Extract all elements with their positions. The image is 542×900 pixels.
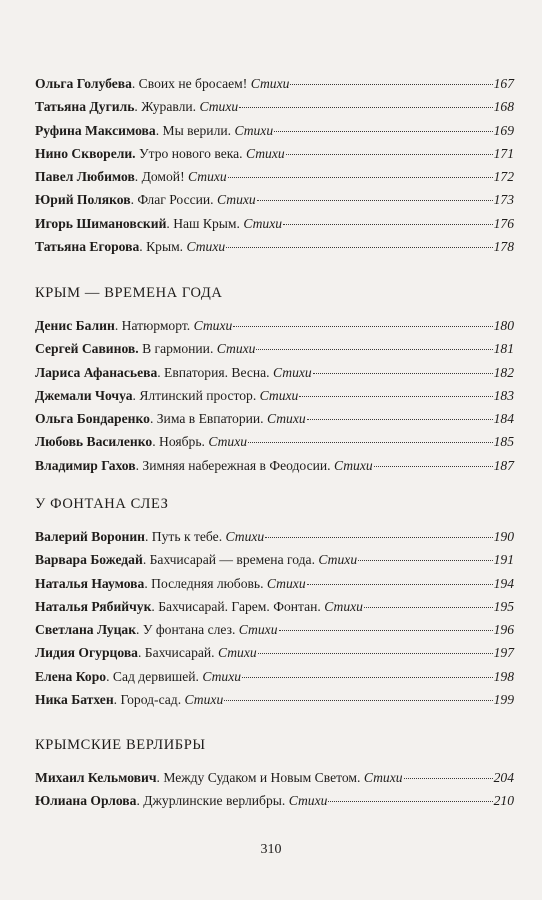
toc-entry <box>35 665 514 688</box>
page-number: 310 <box>260 842 282 857</box>
toc-section-crimean-verlibre <box>35 736 514 813</box>
toc-section-crimea-seasons <box>35 284 514 477</box>
entry-genre: Стихи <box>186 239 226 255</box>
entry-genre: Стихи <box>266 575 306 591</box>
dot-leader <box>257 200 493 201</box>
entry-page-number: 194 <box>493 575 514 591</box>
entry-page-number: 190 <box>493 529 514 544</box>
entry-author: Игорь Шимановский <box>35 215 167 231</box>
toc-entry <box>35 688 514 711</box>
toc-entries <box>35 766 514 813</box>
entry-page-number: 180 <box>493 318 514 333</box>
toc-entry <box>35 142 514 165</box>
dot-leader <box>328 801 492 802</box>
toc-entry <box>35 789 514 812</box>
entry-separator: . <box>134 99 142 115</box>
entry-separator: . <box>136 622 143 638</box>
entry-page-number: 187 <box>493 457 514 473</box>
entry-genre: Стихи <box>243 215 283 231</box>
dot-leader <box>313 373 493 374</box>
toc-entries <box>35 525 514 711</box>
entry-page-number: 178 <box>493 239 514 255</box>
toc-entry <box>35 525 514 548</box>
entry-page-number: 210 <box>493 793 514 809</box>
dot-leader <box>286 154 493 155</box>
toc-section-continued <box>35 72 514 258</box>
entry-author: Наталья Наумова <box>35 575 145 591</box>
entry-title: У фонтана слез. <box>142 622 236 638</box>
toc-entry <box>35 595 514 618</box>
entry-author: Джемали Чочуа <box>35 387 133 403</box>
dot-leader <box>283 224 493 225</box>
entry-page-number: 182 <box>493 364 514 380</box>
toc-section-fountain-of-tears <box>35 495 514 711</box>
entry-separator: . <box>136 793 144 809</box>
entry-author: Ольга Голубева <box>35 76 132 91</box>
section-title: У ФОНТАНА СЛЕЗ <box>35 496 169 512</box>
entry-genre: Стихи <box>245 145 285 161</box>
entry-separator: . <box>139 239 147 255</box>
entry-genre: Стихи <box>266 411 306 427</box>
entry-title: Наш Крым. <box>173 215 240 231</box>
entry-genre: Стихи <box>225 529 265 544</box>
entry-title: Путь к тебе. <box>151 529 223 544</box>
entry-title: Утро нового века. <box>139 145 243 161</box>
entry-author: Лариса Афанасьева <box>35 364 158 380</box>
toc-entry <box>35 454 514 477</box>
dot-leader <box>258 653 493 654</box>
entry-author: Юлиана Орлова <box>35 793 137 809</box>
entry-genre: Стихи <box>288 793 328 809</box>
entry-genre: Стихи <box>234 122 274 138</box>
entry-genre: Стихи <box>363 770 403 785</box>
entry-page-number: 191 <box>493 552 514 568</box>
entry-genre: Стихи <box>324 598 363 614</box>
entry-title: Зима в Евпатории. <box>156 411 264 427</box>
entry-title: Крым. <box>146 239 184 255</box>
entry-title: Зимняя набережная в Феодосии. <box>142 457 331 473</box>
entry-separator: . <box>152 434 159 450</box>
entry-title: Домой! <box>141 169 185 185</box>
entry-genre: Стихи <box>208 434 248 450</box>
toc-entry <box>35 361 514 384</box>
entry-author: Валерий Воронин <box>35 529 145 544</box>
entry-page-number: 171 <box>493 145 514 161</box>
entry-separator: . <box>157 364 165 380</box>
entry-separator: . <box>134 169 142 185</box>
entry-page-number: 168 <box>493 99 514 115</box>
entry-author: Ольга Бондаренко <box>35 411 150 427</box>
entry-author: Сергей Савинов. <box>35 341 139 357</box>
entry-title: Натюрморт. <box>121 318 191 333</box>
toc-entry <box>35 641 514 664</box>
dot-leader <box>374 466 493 467</box>
entry-genre: Стихи <box>193 318 233 333</box>
dot-leader <box>290 84 492 85</box>
toc-entry <box>35 188 514 211</box>
entry-page-number: 204 <box>493 770 514 785</box>
entry-author: Руфина Максимова <box>35 122 156 138</box>
entry-separator: . <box>155 122 163 138</box>
toc-entry <box>35 572 514 595</box>
dot-leader <box>299 396 492 397</box>
entry-separator: . <box>106 668 113 684</box>
entry-title: Бахчисарай. <box>144 645 215 661</box>
dot-leader <box>265 537 492 538</box>
entry-page-number: 167 <box>493 76 514 91</box>
dot-leader <box>239 107 492 108</box>
entry-page-number: 199 <box>493 692 514 708</box>
toc-entry <box>35 72 514 95</box>
entry-title: Бахчисарай — времена года. <box>149 552 315 568</box>
entry-separator: . <box>156 770 164 785</box>
entry-page-number: 198 <box>493 668 514 684</box>
entry-title: Сад дервишей. <box>112 668 199 684</box>
toc-entry <box>35 618 514 641</box>
entry-page-number: 184 <box>493 411 514 427</box>
section-title: КРЫМСКИЕ ВЕРЛИБРЫ <box>35 737 206 753</box>
dot-leader <box>228 177 493 178</box>
entry-separator: . <box>149 411 157 427</box>
toc-entry <box>35 548 514 571</box>
entry-page-number: 183 <box>493 387 514 403</box>
entry-author: Татьяна Дугиль <box>35 99 135 115</box>
dot-leader <box>307 584 493 585</box>
toc-entry <box>35 314 514 337</box>
dot-leader <box>256 349 492 350</box>
entry-genre: Стихи <box>333 457 373 473</box>
entry-title: Бахчисарай. Гарем. Фонтан. <box>158 598 321 614</box>
entry-title: Евпатория. Весна. <box>164 364 270 380</box>
entry-title: Ялтинский простор. <box>139 387 257 403</box>
entry-separator: . <box>145 529 152 544</box>
entry-separator: . <box>144 575 152 591</box>
entry-title: Между Судаком и Новым Светом. <box>163 770 361 785</box>
entry-page-number: 197 <box>493 645 514 661</box>
dot-leader <box>307 419 493 420</box>
dot-leader <box>248 442 493 443</box>
entry-title: В гармонии. <box>142 341 214 357</box>
entry-author: Лидия Огурцова <box>35 645 138 661</box>
entry-title: Мы верили. <box>162 122 232 138</box>
entry-author: Юрий Поляков <box>35 192 131 208</box>
toc-entry <box>35 119 514 142</box>
entry-author: Ника Батхен <box>35 692 114 708</box>
entry-page-number: 176 <box>493 215 514 231</box>
dot-leader <box>274 131 492 132</box>
entry-genre: Стихи <box>199 99 239 115</box>
entry-author: Елена Коро <box>35 668 107 684</box>
entry-author: Варвара Божедай <box>35 552 143 568</box>
entry-genre: Стихи <box>273 364 312 380</box>
entry-author: Светлана Луцак <box>35 622 137 638</box>
entry-page-number: 169 <box>493 122 514 138</box>
entry-author: Денис Балин <box>35 318 115 333</box>
entry-genre: Стихи <box>217 192 256 208</box>
toc-entries <box>35 314 514 477</box>
dot-leader <box>404 778 493 779</box>
dot-leader <box>233 326 492 327</box>
dot-leader <box>226 247 492 248</box>
dot-leader <box>224 700 492 701</box>
toc-entry <box>35 430 514 453</box>
toc-entry <box>35 235 514 258</box>
entry-page-number: 196 <box>493 622 514 638</box>
entry-page-number: 195 <box>493 598 514 614</box>
entry-genre: Стихи <box>184 692 224 708</box>
entry-separator: . <box>135 457 143 473</box>
entry-page-number: 185 <box>493 434 514 450</box>
entry-separator: . <box>130 192 138 208</box>
entry-separator: . <box>132 387 140 403</box>
dot-leader <box>364 607 493 608</box>
entry-author: Владимир Гахов <box>35 457 136 473</box>
entry-separator: . <box>114 318 122 333</box>
toc-entry <box>35 212 514 235</box>
entry-page-number: 181 <box>493 341 514 357</box>
entry-title: Своих не бросаем! <box>138 76 248 91</box>
toc-entry <box>35 337 514 360</box>
entry-separator: . <box>131 76 139 91</box>
entry-genre: Стихи <box>318 552 358 568</box>
entry-title: Последняя любовь. <box>151 575 264 591</box>
dot-leader <box>279 630 493 631</box>
entry-title: Джурлинские верлибры. <box>143 793 286 809</box>
dot-leader <box>358 560 492 561</box>
entry-genre: Стихи <box>250 76 290 91</box>
entry-title: Ноябрь. <box>159 434 205 450</box>
entry-genre: Стихи <box>217 645 257 661</box>
entry-genre: Стихи <box>238 622 278 638</box>
entry-page-number: 173 <box>493 192 514 208</box>
dot-leader <box>242 677 493 678</box>
entry-separator: . <box>137 645 145 661</box>
entry-title: Флаг России. <box>137 192 214 208</box>
entry-author: Любовь Василенко <box>35 434 153 450</box>
entry-genre: Стихи <box>216 341 256 357</box>
entry-separator: . <box>142 552 150 568</box>
toc-entry <box>35 95 514 118</box>
entry-genre: Стихи <box>202 668 242 684</box>
entry-title: Журавли. <box>141 99 197 115</box>
entry-genre: Стихи <box>188 169 227 185</box>
toc-entries <box>35 72 514 258</box>
entry-separator: . <box>151 598 159 614</box>
section-title: КРЫМ — ВРЕМЕНА ГОДА <box>35 285 223 301</box>
toc-entry <box>35 384 514 407</box>
entry-author: Татьяна Егорова <box>35 239 140 255</box>
entry-author: Павел Любимов <box>35 169 135 185</box>
entry-author: Михаил Кельмович <box>35 770 157 785</box>
toc-entry <box>35 407 514 430</box>
entry-author: Нино Скворели. <box>35 145 136 161</box>
entry-genre: Стихи <box>259 387 299 403</box>
entry-separator: . <box>166 215 174 231</box>
entry-page-number: 172 <box>493 169 514 185</box>
toc-entry <box>35 766 514 789</box>
entry-title: Город-сад. <box>120 692 182 708</box>
toc-entry <box>35 165 514 188</box>
entry-author: Наталья Рябийчук <box>35 598 152 614</box>
entry-separator: . <box>113 692 121 708</box>
